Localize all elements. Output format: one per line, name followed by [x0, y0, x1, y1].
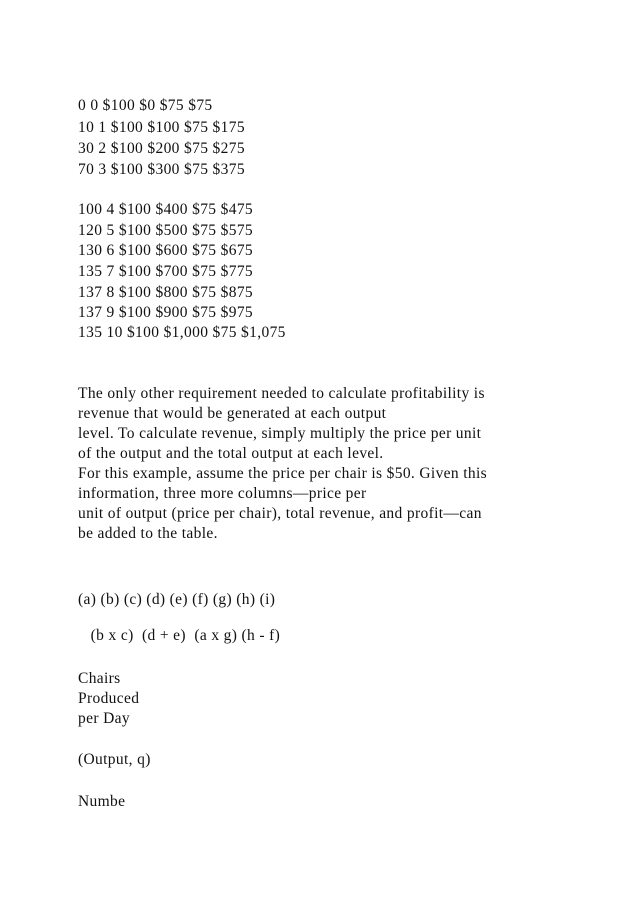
paragraph-line: be added to the table. — [78, 525, 218, 542]
table-row: 10 1 $100 $100 $75 $175 — [78, 119, 245, 136]
trailing-word: Numbe — [78, 793, 126, 810]
chairs-heading — [78, 669, 558, 729]
paragraph-line: revenue that would be generated at each output — [78, 405, 387, 422]
table-row: 30 2 $100 $200 $75 $275 — [78, 140, 245, 157]
table-row: 137 8 $100 $800 $75 $875 — [78, 284, 254, 301]
table-row: 0 0 $100 $0 $75 $75 — [78, 97, 213, 114]
column-letters: (a) (b) (c) (d) (e) (f) (g) (h) (i) — [78, 591, 276, 608]
heading-line: Produced — [78, 690, 140, 707]
column-formulas: (b x c) (d + e) (a x g) (h - f) — [78, 627, 281, 644]
table-row: 100 4 $100 $400 $75 $475 — [78, 201, 254, 218]
table-row: 135 10 $100 $1,000 $75 $1,075 — [78, 324, 286, 341]
paragraph-line: level. To calculate revenue, simply multiply the price per unit — [78, 425, 482, 442]
output-label: (Output, q) — [78, 751, 151, 768]
table-row: 130 6 $100 $600 $75 $675 — [78, 242, 254, 259]
paragraph-line: of the output and the total output at each level. — [78, 445, 384, 462]
body-paragraph — [78, 384, 558, 544]
paragraph-line: information, three more columns—price per — [78, 485, 367, 502]
paragraph-line: unit of output (price per chair), total revenue, and profit—can — [78, 505, 482, 522]
table-row: 70 3 $100 $300 $75 $375 — [78, 161, 245, 178]
table-row: 135 7 $100 $700 $75 $775 — [78, 263, 254, 280]
paragraph-line: For this example, assume the price per chair is $50. Given this — [78, 465, 488, 482]
heading-line: Chairs — [78, 670, 121, 687]
paragraph-line: The only other requirement needed to calculate profitability is — [78, 385, 485, 402]
heading-line: per Day — [78, 710, 130, 727]
table-row: 137 9 $100 $900 $75 $975 — [78, 304, 254, 321]
table-row: 120 5 $100 $500 $75 $575 — [78, 222, 254, 239]
